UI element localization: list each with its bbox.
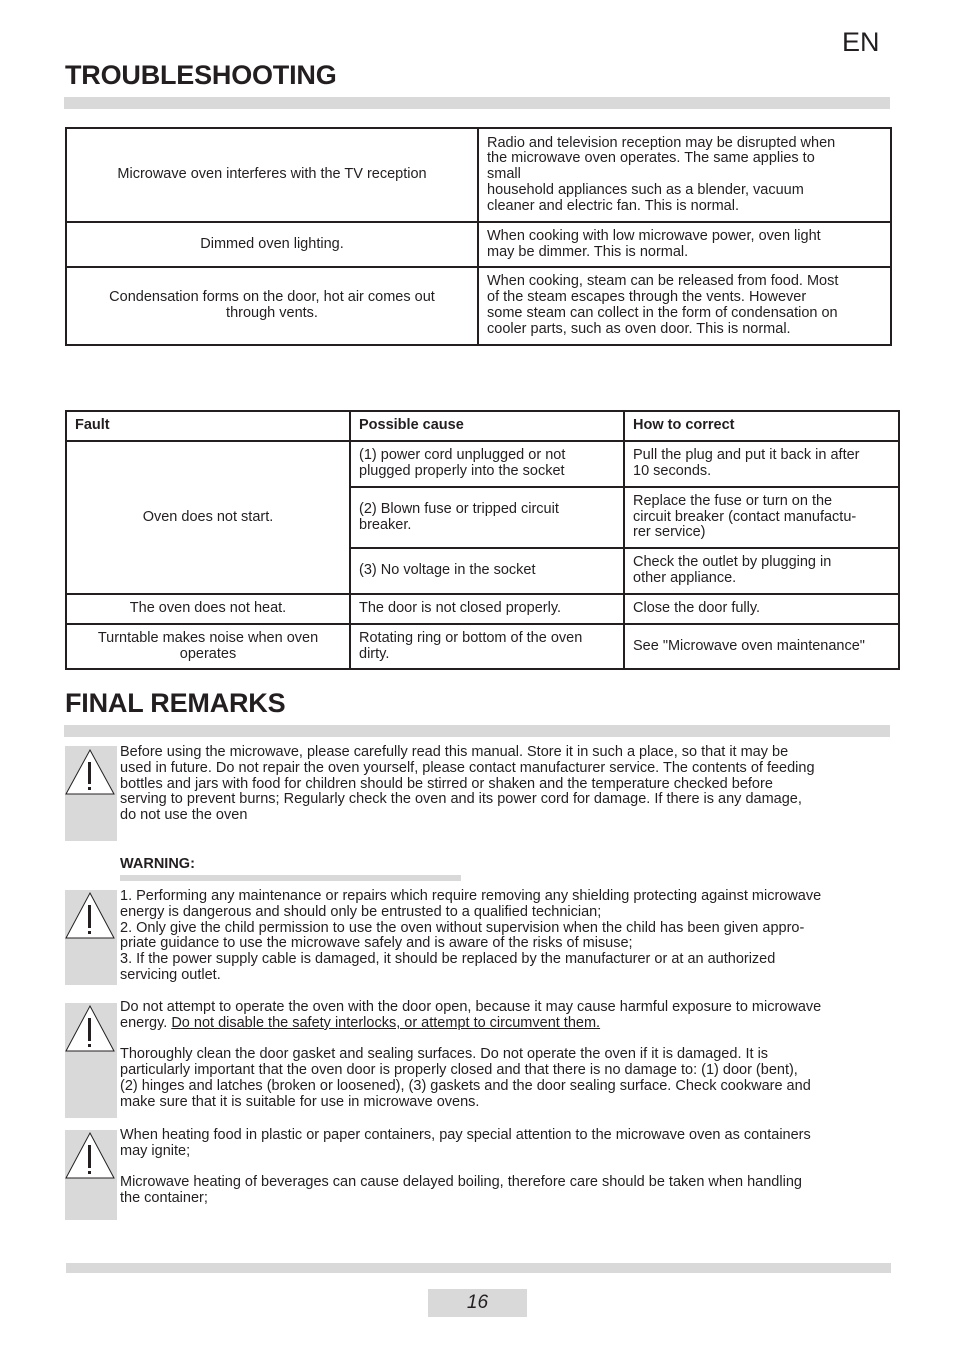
cause-cell: Rotating ring or bottom of the oven dirty. bbox=[350, 624, 624, 669]
heading-rule bbox=[64, 725, 890, 737]
warning-list: 1. Performing any maintenance or repairs which require removing any shielding protecting against microwave energy is dangerous and should only be entrusted to a qualified technician; 2. Only give the child permission to use the oven without supervision when the child has been given appro- priate guidance to use the microwave safely and is aware of the risks of misuse; 3. If the power supply cable is damaged, it should be replaced by the manufacturer or at an authorized servicing outlet. bbox=[120, 888, 822, 983]
column-header-correct: How to correct bbox=[624, 411, 899, 441]
intro-paragraph: Before using the microwave, please carefully read this manual. Store it in such a place, so that it may be used in future. Do not repair the oven yourself, please contact manufacturer service. The contents of feeding bottles and jars with food for children should be stirred or shaken and the temperature checked before serving to prevent burns; Regularly check the oven and its power cord for damage. If there is any damage, do not use the oven bbox=[120, 744, 815, 824]
correct-cell: Pull the plug and put it back in after 10 seconds. bbox=[624, 441, 899, 487]
container-safety-paragraph: When heating food in plastic or paper containers, pay special attention to the microwave oven as containers may ignite; Microwave heating of beverages can cause delayed boiling, therefore care should be taken when handling the container; bbox=[120, 1127, 811, 1207]
fault-cause-correction-table bbox=[65, 410, 900, 670]
explanation-cell: When cooking with low microwave power, oven light may be dimmer. This is normal. bbox=[478, 222, 891, 267]
cause-cell: (3) No voltage in the socket bbox=[350, 548, 624, 594]
symptom-cell: Microwave oven interferes with the TV reception bbox=[66, 128, 478, 222]
correct-cell: See "Microwave oven maintenance" bbox=[624, 624, 899, 669]
symptom-cell: Condensation forms on the door, hot air comes out through vents. bbox=[66, 267, 478, 345]
table-row bbox=[66, 441, 899, 487]
fault-cell: The oven does not heat. bbox=[66, 594, 350, 624]
warning-triangle-icon bbox=[65, 1130, 117, 1220]
cause-cell: (2) Blown fuse or tripped circuit breaker. bbox=[350, 487, 624, 548]
door-safety-paragraph: Do not attempt to operate the oven with the door open, because it may cause harmful exposure to microwave energy. Do not disable the safety interlocks, or attempt to circumvent them. Thoroughly clean the door gasket and sealing surfaces. Do not operate the oven if it is damaged. It is particularly important that the oven door is properly closed and that there is no damage to: (1) door (bent), (2) hinges and latches (broken or loosened), (3) gaskets and the door sealing surface. Check cookware and make sure that it is suitable for use in microwave ovens. bbox=[120, 999, 822, 1110]
column-header-fault: Fault bbox=[66, 411, 350, 441]
warning-label: WARNING: bbox=[120, 856, 195, 872]
table-header-row bbox=[66, 411, 899, 441]
cause-cell: (1) power cord unplugged or not plugged properly into the socket bbox=[350, 441, 624, 487]
column-header-cause: Possible cause bbox=[350, 411, 624, 441]
heading-rule bbox=[64, 97, 890, 109]
fault-cell: Turntable makes noise when oven operates bbox=[66, 624, 350, 669]
language-code: EN bbox=[842, 27, 880, 57]
table-row bbox=[66, 624, 899, 669]
table-row bbox=[66, 267, 891, 345]
troubleshooting-heading: TROUBLESHOOTING bbox=[65, 60, 337, 90]
explanation-cell: Radio and television reception may be disrupted when the microwave oven operates. The same applies to small household appliances such as a blender, vacuum cleaner and electric fan. This is normal. bbox=[478, 128, 891, 222]
final-remarks-heading: FINAL REMARKS bbox=[65, 688, 286, 718]
warning-rule bbox=[120, 875, 461, 881]
correct-cell: Check the outlet by plugging in other appliance. bbox=[624, 548, 899, 594]
warning-triangle-icon bbox=[65, 746, 117, 841]
footer-rule bbox=[66, 1263, 891, 1273]
table-row bbox=[66, 128, 891, 222]
warning-triangle-icon bbox=[65, 890, 117, 985]
cause-cell: The door is not closed properly. bbox=[350, 594, 624, 624]
troubleshooting-symptom-table bbox=[65, 127, 892, 346]
page-number: 16 bbox=[428, 1289, 527, 1317]
correct-cell: Replace the fuse or turn on the circuit breaker (contact manufactu- rer service) bbox=[624, 487, 899, 548]
table-row bbox=[66, 594, 899, 624]
symptom-cell: Dimmed oven lighting. bbox=[66, 222, 478, 267]
warning-triangle-icon bbox=[65, 1003, 117, 1118]
table-row bbox=[66, 222, 891, 267]
fault-cell: Oven does not start. bbox=[66, 441, 350, 594]
correct-cell: Close the door fully. bbox=[624, 594, 899, 624]
explanation-cell: When cooking, steam can be released from food. Most of the steam escapes through the vents. However some steam can collect in the form of condensation on cooler parts, such as oven door. This is normal. bbox=[478, 267, 891, 345]
